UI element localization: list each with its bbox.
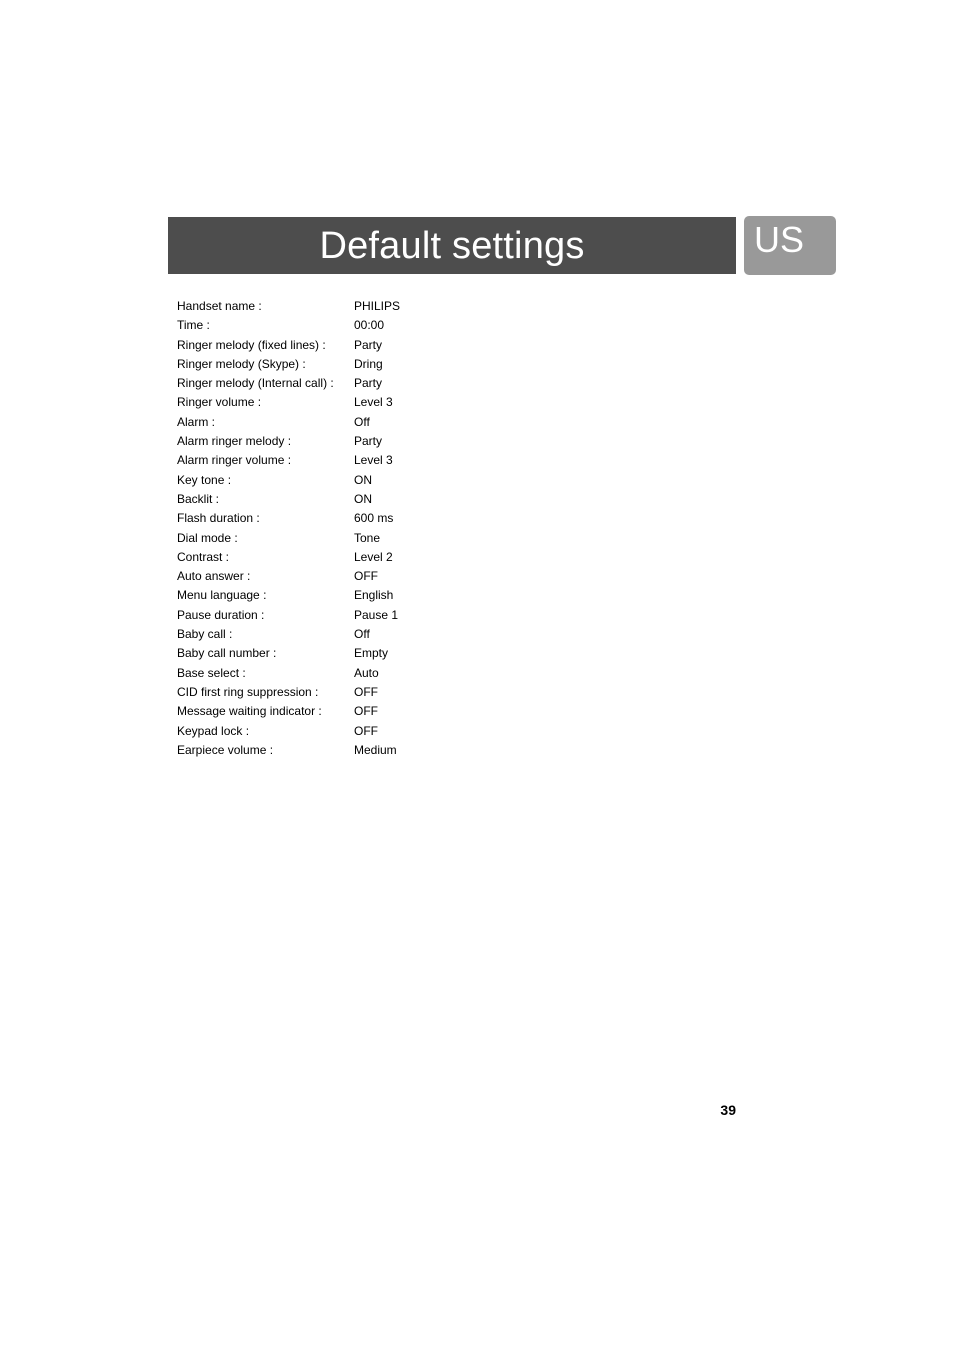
setting-value: Tone [354,530,381,545]
setting-value: Level 3 [354,395,393,410]
setting-label: Ringer melody (fixed lines) : [177,337,326,352]
setting-label: Ringer melody (Internal call) : [177,376,334,391]
language-code: US [754,219,805,260]
settings-row [177,316,400,335]
setting-label: Baby call number : [177,646,277,661]
settings-row [177,586,400,605]
setting-value: Party [354,434,383,449]
setting-label: Handset name : [177,299,262,313]
setting-label: Contrast : [177,549,230,564]
setting-value: Level 2 [354,549,393,564]
settings-row [177,567,400,586]
settings-row [177,548,400,567]
setting-value: Auto [354,665,379,680]
setting-label: CID first ring suppression : [177,684,319,699]
setting-label: Auto answer : [177,569,251,584]
language-tab [744,216,836,275]
settings-row [177,413,400,432]
setting-value: Pause 1 [354,607,399,622]
setting-value: Off [354,627,370,642]
setting-value: OFF [354,723,378,738]
setting-value: Level 3 [354,453,393,468]
settings-row [177,336,400,355]
setting-label: Alarm ringer melody : [177,434,292,449]
page-title: Default settings [319,225,585,267]
setting-label: Alarm ringer volume : [177,453,292,468]
setting-value: Party [354,337,383,352]
settings-row [177,722,400,741]
setting-value: ON [354,472,372,487]
setting-label: Ringer volume : [177,395,262,410]
setting-label: Key tone : [177,472,232,487]
settings-row [177,451,400,470]
settings-row [177,297,400,316]
setting-label: Menu language : [177,588,267,603]
setting-label: Dial mode : [177,530,238,545]
setting-label: Base select : [177,665,246,680]
settings-row [177,644,400,663]
setting-label: Earpiece volume : [177,742,274,757]
settings-row [177,741,400,760]
setting-label: Baby call : [177,627,233,642]
settings-row [177,509,400,528]
setting-value: Dring [354,356,383,371]
setting-value: Empty [354,646,389,661]
setting-value: OFF [354,569,378,584]
setting-value: Party [354,376,383,391]
settings-row [177,702,400,721]
setting-value: English [354,588,394,603]
settings-row [177,471,400,490]
setting-label: Ringer melody (Skype) : [177,356,306,371]
setting-label: Flash duration : [177,511,260,526]
setting-value: OFF [354,704,378,719]
settings-row [177,355,400,374]
setting-value: Medium [354,742,397,757]
settings-row [177,625,400,644]
setting-value: Off [354,414,370,429]
settings-row [177,664,400,683]
setting-value: ON [354,491,372,506]
setting-label: Pause duration : [177,607,265,622]
settings-row [177,606,400,625]
settings-row [177,683,400,702]
settings-row [177,374,400,393]
setting-value: 600 ms [354,511,394,526]
settings-row [177,529,400,548]
setting-label: Keypad lock : [177,723,250,738]
setting-value: OFF [354,684,378,699]
setting-label: Backlit : [177,491,220,506]
settings-row [177,432,400,451]
page-number: 39 [720,1102,736,1118]
settings-row [177,393,400,412]
title-bar [168,217,736,274]
setting-value: 00:00 [354,318,385,333]
settings-row [177,490,400,509]
setting-value: PHILIPS [354,299,401,313]
setting-label: Time : [177,318,210,333]
default-settings-list [177,297,400,760]
setting-label: Message waiting indicator : [177,704,322,719]
setting-label: Alarm : [177,414,216,429]
